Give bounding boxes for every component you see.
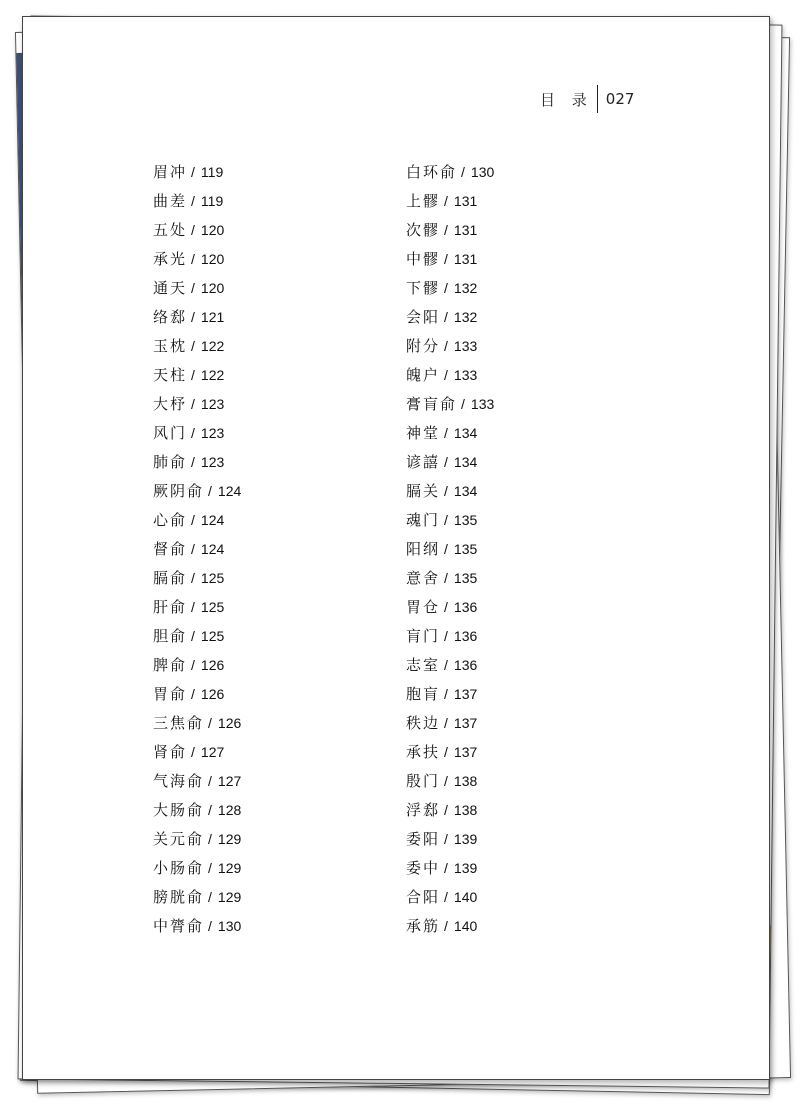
toc-entry-page: 131 bbox=[453, 251, 478, 267]
toc-entry-separator: / bbox=[444, 454, 448, 470]
toc-entry-page: 125 bbox=[200, 628, 225, 644]
toc-entry-separator: / bbox=[208, 860, 212, 876]
toc-entry-name: 胃俞 bbox=[153, 685, 188, 703]
toc-entry-name: 厥阴俞 bbox=[153, 482, 205, 500]
toc-entry-page: 138 bbox=[453, 773, 478, 789]
toc-entry-page: 120 bbox=[200, 222, 225, 238]
toc-entry-page: 126 bbox=[200, 657, 225, 673]
toc-entry-separator: / bbox=[444, 802, 448, 818]
toc-entry bbox=[406, 506, 494, 535]
toc-entry-page: 128 bbox=[217, 802, 242, 818]
toc-entry-separator: / bbox=[191, 193, 195, 209]
toc-entry-name: 膈关 bbox=[406, 482, 441, 500]
toc-entry-separator: / bbox=[208, 715, 212, 731]
toc-entry-separator: / bbox=[461, 164, 465, 180]
toc-entry-page: 134 bbox=[453, 454, 478, 470]
toc-entry-page: 122 bbox=[200, 367, 225, 383]
toc-entry bbox=[153, 680, 241, 709]
toc-entry bbox=[153, 651, 241, 680]
toc-entry-separator: / bbox=[444, 222, 448, 238]
toc-entry bbox=[153, 709, 241, 738]
toc-entry bbox=[406, 825, 494, 854]
toc-entry bbox=[153, 564, 241, 593]
toc-entry-name: 督俞 bbox=[153, 540, 188, 558]
toc-entry bbox=[153, 796, 241, 825]
toc-entry-name: 膀胱俞 bbox=[153, 888, 205, 906]
toc-entry bbox=[406, 622, 494, 651]
toc-entry-name: 心俞 bbox=[153, 511, 188, 529]
toc-entry-name: 会阳 bbox=[406, 308, 441, 326]
toc-entry-separator: / bbox=[444, 831, 448, 847]
toc-entry-page: 136 bbox=[453, 599, 478, 615]
toc-entry bbox=[153, 535, 241, 564]
toc-entry-separator: / bbox=[208, 889, 212, 905]
toc-entry-page: 135 bbox=[453, 570, 478, 586]
toc-entry-name: 合阳 bbox=[406, 888, 441, 906]
toc-entry-page: 124 bbox=[217, 483, 242, 499]
toc-entry-name: 上髎 bbox=[406, 192, 441, 210]
toc-entry-separator: / bbox=[191, 541, 195, 557]
toc-entry-page: 120 bbox=[200, 280, 225, 296]
toc-entry-page: 136 bbox=[453, 657, 478, 673]
toc-entry-separator: / bbox=[444, 483, 448, 499]
toc-entry bbox=[406, 535, 494, 564]
toc-entry-name: 神堂 bbox=[406, 424, 441, 442]
toc-entry bbox=[153, 477, 241, 506]
toc-entry-separator: / bbox=[208, 773, 212, 789]
toc-entry bbox=[153, 854, 241, 883]
toc-entry bbox=[406, 796, 494, 825]
toc-entry-separator: / bbox=[444, 657, 448, 673]
toc-entry-name: 魂门 bbox=[406, 511, 441, 529]
toc-entry-page: 131 bbox=[453, 222, 478, 238]
toc-entry-separator: / bbox=[191, 222, 195, 238]
toc-entry-page: 124 bbox=[200, 512, 225, 528]
toc-entry-name: 风门 bbox=[153, 424, 188, 442]
toc-entry-name: 肓门 bbox=[406, 627, 441, 645]
toc-entry-separator: / bbox=[191, 396, 195, 412]
toc-entry-name: 中髎 bbox=[406, 250, 441, 268]
toc-entry-name: 三焦俞 bbox=[153, 714, 205, 732]
toc-entry-page: 137 bbox=[453, 715, 478, 731]
toc-entry bbox=[406, 564, 494, 593]
front-page bbox=[22, 16, 770, 1080]
toc-entry-page: 139 bbox=[453, 831, 478, 847]
toc-entry-name: 志室 bbox=[406, 656, 441, 674]
toc-entry-name: 承扶 bbox=[406, 743, 441, 761]
toc-entry-separator: / bbox=[444, 512, 448, 528]
toc-entry-name: 意舍 bbox=[406, 569, 441, 587]
toc-entry bbox=[406, 680, 494, 709]
toc-entry-separator: / bbox=[191, 686, 195, 702]
toc-entry-separator: / bbox=[444, 628, 448, 644]
toc-entry-name: 白环俞 bbox=[406, 163, 458, 181]
toc-entry-separator: / bbox=[444, 251, 448, 267]
toc-entry-separator: / bbox=[191, 657, 195, 673]
toc-entry-page: 120 bbox=[200, 251, 225, 267]
toc-entry-name: 阳纲 bbox=[406, 540, 441, 558]
toc-right-column bbox=[406, 158, 494, 941]
toc-entry bbox=[153, 274, 241, 303]
toc-entry-separator: / bbox=[191, 599, 195, 615]
toc-entry-page: 134 bbox=[453, 425, 478, 441]
toc-entry-separator: / bbox=[191, 570, 195, 586]
toc-entry-name: 曲差 bbox=[153, 192, 188, 210]
toc-entry bbox=[153, 622, 241, 651]
toc-entry-name: 肝俞 bbox=[153, 598, 188, 616]
toc-entry bbox=[153, 825, 241, 854]
toc-entry-separator: / bbox=[191, 338, 195, 354]
toc-entry-separator: / bbox=[208, 483, 212, 499]
toc-entry-name: 气海俞 bbox=[153, 772, 205, 790]
toc-entry-name: 眉冲 bbox=[153, 163, 188, 181]
toc-entry bbox=[153, 303, 241, 332]
toc-entry bbox=[153, 332, 241, 361]
toc-entry-name: 小肠俞 bbox=[153, 859, 205, 877]
toc-entry-page: 135 bbox=[453, 512, 478, 528]
toc-entry-name: 大肠俞 bbox=[153, 801, 205, 819]
toc-entry bbox=[153, 912, 241, 941]
toc-entry-name: 络郄 bbox=[153, 308, 188, 326]
toc-entry bbox=[406, 332, 494, 361]
toc-entry bbox=[406, 651, 494, 680]
toc-entry bbox=[153, 738, 241, 767]
toc-entry-page: 119 bbox=[200, 193, 224, 209]
toc-entry-separator: / bbox=[444, 541, 448, 557]
toc-entry-name: 委中 bbox=[406, 859, 441, 877]
toc-entry-name: 通天 bbox=[153, 279, 188, 297]
toc-entry-separator: / bbox=[191, 425, 195, 441]
toc-entry-page: 125 bbox=[200, 570, 225, 586]
toc-entry-separator: / bbox=[444, 686, 448, 702]
toc-entry-page: 140 bbox=[453, 918, 478, 934]
toc-entry-page: 126 bbox=[217, 715, 242, 731]
toc-entry-name: 胃仓 bbox=[406, 598, 441, 616]
toc-entry bbox=[406, 158, 494, 187]
toc-entry-separator: / bbox=[444, 889, 448, 905]
toc-entry-page: 137 bbox=[453, 744, 478, 760]
toc-entry-name: 胆俞 bbox=[153, 627, 188, 645]
toc-entry-page: 133 bbox=[453, 367, 478, 383]
toc-entry-name: 浮郄 bbox=[406, 801, 441, 819]
toc-entry bbox=[406, 448, 494, 477]
toc-entry-name: 委阳 bbox=[406, 830, 441, 848]
toc-entry-page: 133 bbox=[470, 396, 495, 412]
toc-entry-separator: / bbox=[444, 773, 448, 789]
toc-entry-page: 126 bbox=[200, 686, 225, 702]
toc-entry-page: 129 bbox=[217, 831, 242, 847]
toc-entry-separator: / bbox=[444, 338, 448, 354]
toc-entry-page: 135 bbox=[453, 541, 478, 557]
toc-entry-page: 136 bbox=[453, 628, 478, 644]
toc-entry bbox=[406, 854, 494, 883]
toc-entry-name: 膈俞 bbox=[153, 569, 188, 587]
toc-entry-name: 玉枕 bbox=[153, 337, 188, 355]
toc-entry-name: 天柱 bbox=[153, 366, 188, 384]
toc-entry-name: 大杼 bbox=[153, 395, 188, 413]
toc-entry-page: 138 bbox=[453, 802, 478, 818]
toc-entry-page: 132 bbox=[453, 309, 478, 325]
header-divider bbox=[597, 85, 598, 113]
toc-entry-name: 关元俞 bbox=[153, 830, 205, 848]
header-title: 目 录 bbox=[540, 90, 593, 109]
toc-entry-page: 127 bbox=[200, 744, 225, 760]
toc-entry bbox=[153, 361, 241, 390]
toc-entry-separator: / bbox=[444, 193, 448, 209]
toc-entry-page: 130 bbox=[217, 918, 242, 934]
toc-entry-page: 127 bbox=[217, 773, 242, 789]
toc-entry bbox=[406, 419, 494, 448]
toc-entry-page: 124 bbox=[200, 541, 225, 557]
toc-entry-name: 秩边 bbox=[406, 714, 441, 732]
toc-entry-page: 130 bbox=[470, 164, 495, 180]
toc-entry bbox=[406, 477, 494, 506]
toc-entry bbox=[406, 593, 494, 622]
toc-entry-name: 附分 bbox=[406, 337, 441, 355]
toc-entry-page: 125 bbox=[200, 599, 225, 615]
toc-entry bbox=[153, 187, 241, 216]
toc-entry-separator: / bbox=[444, 599, 448, 615]
toc-entry-page: 129 bbox=[217, 860, 242, 876]
toc-entry bbox=[153, 245, 241, 274]
toc-entry-separator: / bbox=[208, 918, 212, 934]
toc-entry-name: 魄户 bbox=[406, 366, 441, 384]
toc-entry-separator: / bbox=[444, 309, 448, 325]
toc-entry-separator: / bbox=[208, 831, 212, 847]
toc-entry bbox=[153, 419, 241, 448]
toc-entry bbox=[153, 593, 241, 622]
toc-entry bbox=[153, 506, 241, 535]
toc-entry bbox=[406, 187, 494, 216]
toc-entry bbox=[153, 158, 241, 187]
toc-entry-page: 140 bbox=[453, 889, 478, 905]
toc-entry-name: 谚譆 bbox=[406, 453, 441, 471]
toc-entry-separator: / bbox=[208, 802, 212, 818]
toc-entry-separator: / bbox=[191, 367, 195, 383]
toc-entry-name: 膏肓俞 bbox=[406, 395, 458, 413]
toc-entry-name: 承筋 bbox=[406, 917, 441, 935]
toc-entry-name: 中膂俞 bbox=[153, 917, 205, 935]
toc-entry-page: 119 bbox=[200, 164, 224, 180]
toc-entry-name: 胞肓 bbox=[406, 685, 441, 703]
toc-entry-separator: / bbox=[444, 280, 448, 296]
toc-entry-name: 殷门 bbox=[406, 772, 441, 790]
toc-entry-separator: / bbox=[444, 715, 448, 731]
toc-entry-separator: / bbox=[461, 396, 465, 412]
toc-entry bbox=[406, 767, 494, 796]
toc-entry-separator: / bbox=[444, 744, 448, 760]
toc-entry bbox=[406, 216, 494, 245]
toc-entry-page: 121 bbox=[200, 309, 225, 325]
toc-entry bbox=[406, 303, 494, 332]
toc-entry-page: 132 bbox=[453, 280, 478, 296]
toc-entry bbox=[153, 390, 241, 419]
toc-entry-separator: / bbox=[191, 309, 195, 325]
toc-entry-name: 承光 bbox=[153, 250, 188, 268]
toc-entry bbox=[406, 274, 494, 303]
toc-left-column bbox=[153, 158, 241, 941]
toc-entry-page: 129 bbox=[217, 889, 242, 905]
toc-entry-separator: / bbox=[444, 570, 448, 586]
toc-entry-separator: / bbox=[191, 280, 195, 296]
toc-entry bbox=[406, 883, 494, 912]
toc-entry-name: 次髎 bbox=[406, 221, 441, 239]
toc-entry bbox=[406, 709, 494, 738]
toc-entry-page: 123 bbox=[200, 396, 225, 412]
toc-entry-separator: / bbox=[444, 367, 448, 383]
toc-entry-separator: / bbox=[444, 918, 448, 934]
toc-entry-page: 122 bbox=[200, 338, 225, 354]
toc-entry-name: 脾俞 bbox=[153, 656, 188, 674]
toc-entry bbox=[153, 883, 241, 912]
toc-entry-separator: / bbox=[191, 628, 195, 644]
toc-entry bbox=[406, 738, 494, 767]
toc-entry-page: 134 bbox=[453, 483, 478, 499]
toc-entry bbox=[153, 767, 241, 796]
toc-entry-name: 肾俞 bbox=[153, 743, 188, 761]
toc-entry-name: 五处 bbox=[153, 221, 188, 239]
toc-entry bbox=[153, 448, 241, 477]
toc-entry-separator: / bbox=[444, 425, 448, 441]
page-header bbox=[540, 86, 634, 112]
toc-entry bbox=[406, 361, 494, 390]
toc-entry-name: 下髎 bbox=[406, 279, 441, 297]
toc-entry-name: 肺俞 bbox=[153, 453, 188, 471]
toc-entry bbox=[406, 912, 494, 941]
toc-entry-page: 137 bbox=[453, 686, 478, 702]
toc-entry-page: 123 bbox=[200, 425, 225, 441]
toc-entry-separator: / bbox=[191, 454, 195, 470]
toc-entry bbox=[406, 245, 494, 274]
toc-entry-separator: / bbox=[191, 251, 195, 267]
toc-entry-separator: / bbox=[444, 860, 448, 876]
toc-entry-page: 139 bbox=[453, 860, 478, 876]
toc-entry-separator: / bbox=[191, 744, 195, 760]
toc-entry-page: 133 bbox=[453, 338, 478, 354]
header-page-number: 027 bbox=[605, 90, 635, 108]
toc-entry bbox=[406, 390, 494, 419]
toc-entry-separator: / bbox=[191, 164, 195, 180]
toc-entry-page: 123 bbox=[200, 454, 225, 470]
toc-entry bbox=[153, 216, 241, 245]
toc-entry-separator: / bbox=[191, 512, 195, 528]
toc-entry-page: 131 bbox=[453, 193, 478, 209]
